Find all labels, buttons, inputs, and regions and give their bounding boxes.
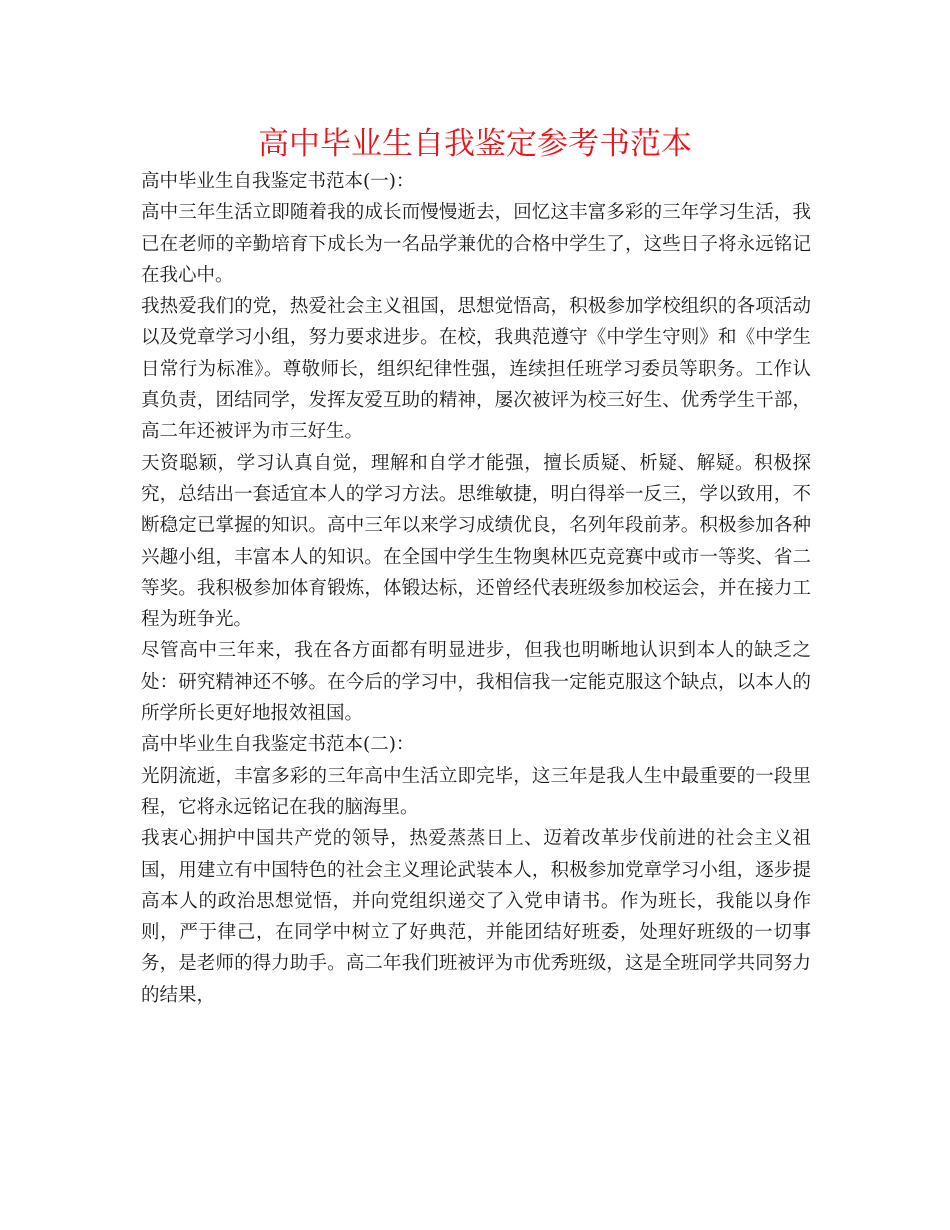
paragraph: 我衷心拥护中国共产党的领导，热爱蒸蒸日上、迈着改革步伐前进的社会主义祖国，用建立有中国特色的社会主义理论武装本人，积极参加党章学习小组，逐步提高本人的政治思想觉悟，并向党组织递交了入党申请书。作为班长，我能以身作则，严于律己，在同学中树立了好典范，并能团结好班委，处理好班级的一切事务，是老师的得力助手。高二年我们班被评为市优秀班级，这是全班同学共同努力的结果， bbox=[141, 828, 811, 1006]
document-body bbox=[141, 166, 811, 1011]
section-heading-2: 高中毕业生自我鉴定书范本(二)： bbox=[141, 734, 415, 756]
paragraph: 尽管高中三年来，我在各方面都有明显进步，但我也明晰地认识到本人的缺乏之处：研究精神还不够。在今后的学习中，我相信我一定能克服这个缺点，以本人的所学所长更好地报效祖国。 bbox=[141, 640, 811, 725]
paragraph: 高中三年生活立即随着我的成长而慢慢逝去，回忆这丰富多彩的三年学习生活，我已在老师的辛勤培育下成长为一名品学兼优的合格中学生了，这些日子将永远铭记在我心中。 bbox=[141, 202, 811, 286]
document-title: 高中毕业生自我鉴定参考书范本 bbox=[258, 126, 692, 162]
section-heading-1: 高中毕业生自我鉴定书范本(一)： bbox=[141, 171, 415, 192]
paragraph: 天资聪颖，学习认真自觉，理解和自学才能强，擅长质疑、析疑、解疑。积极探究，总结出一套适宜本人的学习方法。思维敏捷，明白得举一反三，学以致用，不断稳定已掌握的知识。高中三年以来学习成绩优良，名列年段前茅。积极参加各种兴趣小组，丰富本人的知识。在全国中学生生物奥林匹克竞赛中或市一等奖、省二等奖。我积极参加体育锻炼，体锻达标，还曾经代表班级参加校运会，并在接力工程为班争光。 bbox=[141, 452, 811, 631]
paragraph: 我热爱我们的党，热爱社会主义祖国，思想觉悟高，积极参加学校组织的各项活动以及党章学习小组，努力要求进步。在校，我典范遵守《中学生守则》和《中学生日常行为标准》。尊敬师长，组织纪律性强，连续担任班学习委员等职务。工作认真负责，团结同学，发挥友爱互助的精神，屡次被评为校三好生、优秀学生干部，高二年还被评为市三好生。 bbox=[141, 296, 811, 443]
paragraph: 光阴流逝，丰富多彩的三年高中生活立即完毕，这三年是我人生中最重要的一段里程，它将永远铭记在我的脑海里。 bbox=[141, 765, 811, 818]
